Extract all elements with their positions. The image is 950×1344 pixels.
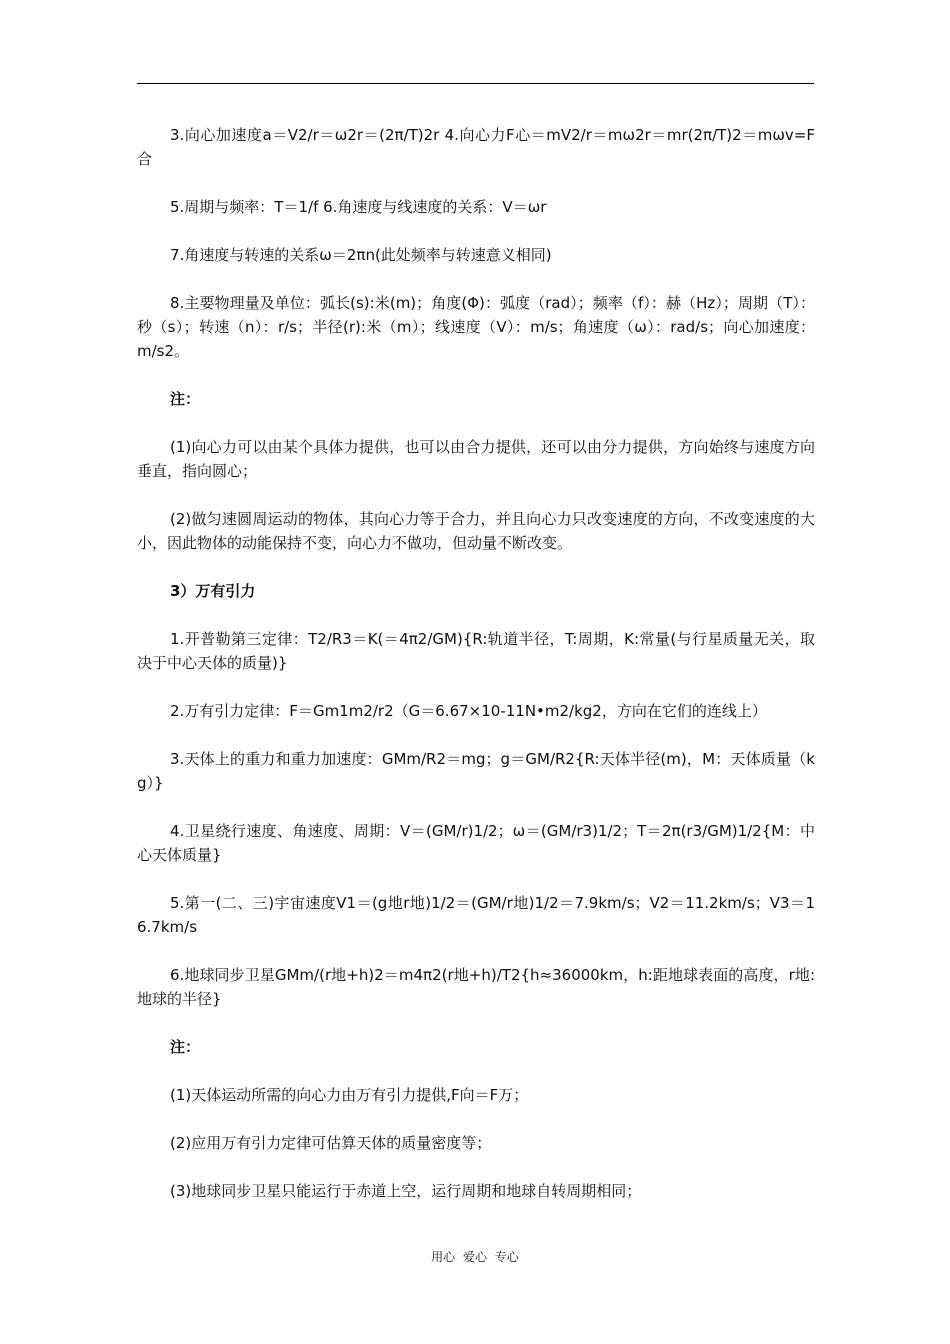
paragraph-surface-gravity: 3.天体上的重力和重力加速度：GMm/R2＝mg；g＝GM/R2{R:天体半径(m)，M：天体质量（kg）}: [137, 750, 815, 792]
section-heading-gravitation: 3）万有引力: [170, 582, 256, 600]
note-heading-2: 注：: [170, 1038, 201, 1056]
paragraph-note-2-2: (2)应用万有引力定律可估算天体的质量密度等；: [170, 1134, 492, 1152]
paragraph-note-1-2: (2)做匀速圆周运动的物体，其向心力等于合力，并且向心力只改变速度的方向，不改变速度的大小，因此物体的动能保持不变，向心力不做功，但动量不断改变。: [137, 510, 815, 552]
paragraph-period-frequency: 5.周期与频率：T＝1/f 6.角速度与线速度的关系：V＝ωr: [170, 198, 547, 216]
page-footer: 用心 爱心 专心: [431, 1250, 519, 1264]
paragraph-angular-speed-rotation: 7.角速度与转速的关系ω＝2πn(此处频率与转速意义相同): [170, 246, 552, 264]
paragraph-note-2-3: (3)地球同步卫星只能运行于赤道上空，运行周期和地球自转周期相同；: [170, 1182, 642, 1200]
paragraph-law-of-gravitation: 2.万有引力定律：F＝Gm1m2/r2（G＝6.67×10-11N•m2/kg2，方向在它们的连线上）: [170, 702, 767, 720]
paragraph-quantities-units: 8.主要物理量及单位：弧长(s):米(m)；角度(Φ)：弧度（rad）；频率（f）：赫（Hz）；周期（T）：秒（s）；转速（n）：r/s；半径(r):米（m）；线速度（V）：m/s；角速度（ω）：rad/s；向心加速度：m/s2。: [137, 294, 815, 360]
document-body: [137, 123, 815, 1227]
header-rule: [137, 83, 814, 84]
paragraph-cosmic-velocities: 5.第一(二、三)宇宙速度V1＝(g地r地)1/2＝(GM/r地)1/2＝7.9km/s；V2＝11.2km/s；V3＝16.7km/s: [137, 894, 815, 936]
paragraph-note-2-1: (1)天体运动所需的向心力由万有引力提供,F向＝F万；: [170, 1086, 529, 1104]
paragraph-note-1-1: (1)向心力可以由某个具体力提供，也可以由合力提供，还可以由分力提供，方向始终与速度方向垂直，指向圆心；: [137, 438, 815, 480]
paragraph-centripetal-acceleration: 3.向心加速度a＝V2/r＝ω2r＝(2π/T)2r 4.向心力F心＝mV2/r＝mω2r＝mr(2π/T)2＝mωv=F合: [137, 126, 815, 168]
paragraph-kepler-third-law: 1.开普勒第三定律：T2/R3＝K(＝4π2/GM){R:轨道半径，T:周期，K:常量(与行星质量无关，取决于中心天体的质量)}: [137, 630, 815, 672]
note-heading: 注：: [170, 390, 201, 408]
paragraph-geosynchronous-satellite: 6.地球同步卫星GMm/(r地+h)2＝m4π2(r地+h)/T2{h≈36000km，h:距地球表面的高度，r地:地球的半径}: [137, 966, 815, 1008]
paragraph-satellite-orbit: 4.卫星绕行速度、角速度、周期：V＝(GM/r)1/2；ω＝(GM/r3)1/2；T＝2π(r3/GM)1/2{M：中心天体质量}: [137, 822, 815, 864]
